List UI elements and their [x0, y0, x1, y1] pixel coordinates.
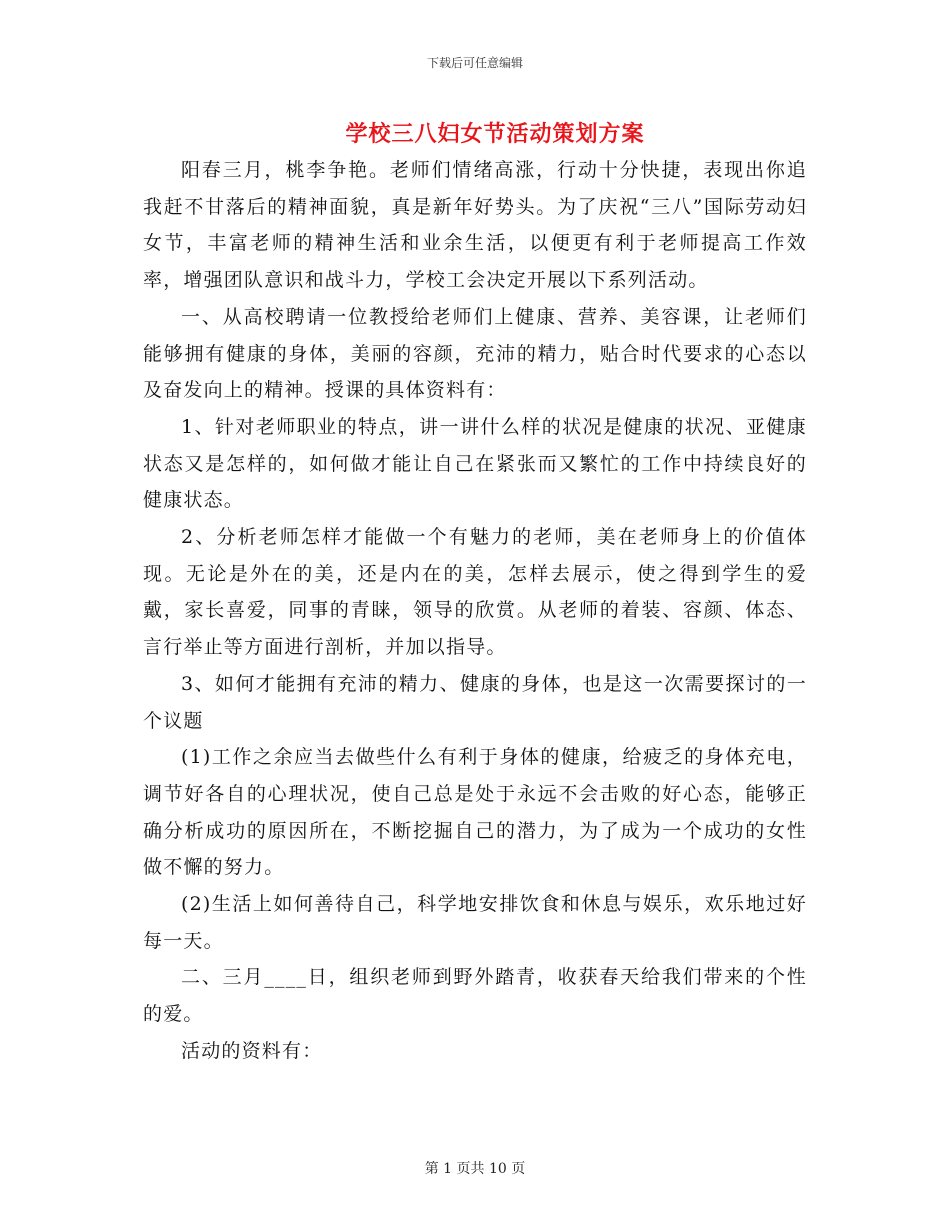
paragraph-item-3: 3、如何才能拥有充沛的精力、健康的身体，也是这一次需要探讨的一个议题: [143, 672, 807, 732]
paragraph-section-1: 一、从高校聘请一位教授给老师们上健康、营养、美容课，让老师们能够拥有健康的身体，美丽的容颜，充沛的精力，贴合时代要求的心态以及奋发向上的精神。授课的具体资料有：: [143, 305, 807, 402]
paragraph-activity-content: 活动的资料有：: [181, 1039, 323, 1062]
paragraph-subitem-2: (2)生活上如何善待自己，科学地安排饮食和休息与娱乐，欢乐地过好每一天。: [143, 893, 807, 952]
page-footer: 第 1 页共 10 页: [424, 1161, 526, 1177]
paragraph-item-1: 1、针对老师职业的特点，讲一讲什么样的状况是健康的状况、亚健康状态又是怎样的，如何做才能让自己在紧张而又繁忙的工作中持续良好的健康状态。: [143, 415, 807, 512]
header-note: 下载后可任意编辑: [426, 56, 523, 70]
document-body: [143, 152, 807, 1070]
document-title: 学校三八妇女节活动策划方案: [345, 121, 645, 147]
paragraph-section-2: 二、三月____日，组织老师到野外踏青，收获春天给我们带来的个性的爱。: [143, 966, 807, 1026]
paragraph-subitem-1: (1)工作之余应当去做些什么有利于身体的健康，给疲乏的身体充电，调节好各自的心理状况，使自己总是处于永远不会击败的好心态，能够正确分析成功的原因所在，不断挖掘自己的潜力，为了成为一个成功的女性做不懈的努力。: [143, 746, 807, 879]
paragraph-intro: 阳春三月，桃李争艳。老师们情绪高涨，行动十分快捷，表现出你追我赶不甘落后的精神面貌，真是新年好势头。为了庆祝“三八”国际劳动妇女节，丰富老师的精神生活和业余生活，以便更有利于老师提高工作效率，增强团队意识和战斗力，学校工会决定开展以下系列活动。: [143, 159, 807, 292]
paragraph-item-2: 2、分析老师怎样才能做一个有魅力的老师，美在老师身上的价值体现。无论是外在的美，还是内在的美，怎样去展示，使之得到学生的爱戴，家长喜爱，同事的青睐，领导的欣赏。从老师的着装、容颜、体态、言行举止等方面进行剖析，并加以指导。: [143, 526, 807, 659]
